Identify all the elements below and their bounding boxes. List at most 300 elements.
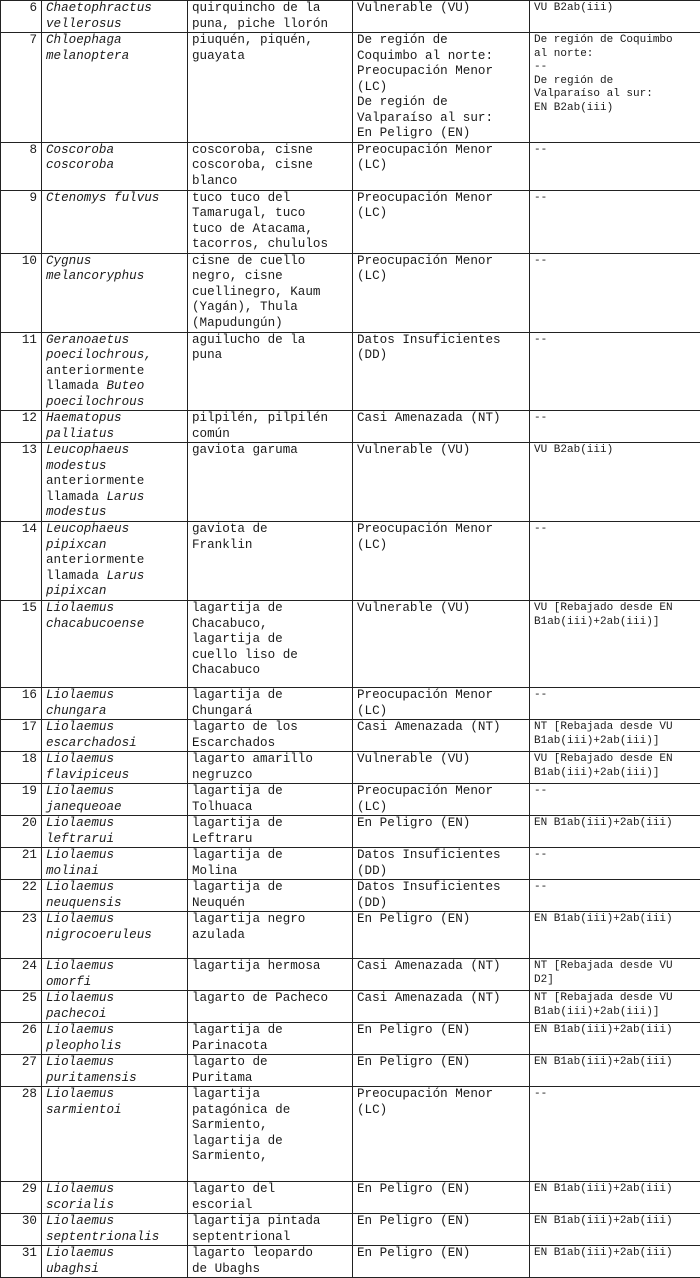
common-name-line: lagarto leopardo [192, 1246, 348, 1262]
scientific-name-cell [42, 1087, 188, 1182]
iucn-criteria-line: De región de Coquimbo [534, 34, 696, 48]
iucn-criteria-line: B1ab(iii)+2ab(iii)] [534, 735, 696, 749]
scientific-name-line: poecilochrous, [46, 348, 183, 364]
common-name-cell [188, 848, 353, 880]
conservation-status-line: Coquimbo al norte: [357, 49, 525, 65]
iucn-criteria-line: VU B2ab(iii) [534, 2, 696, 16]
genus-name: Larus [106, 490, 144, 504]
iucn-criteria-line: -- [534, 192, 696, 206]
conservation-status-line: (LC) [357, 269, 525, 285]
scientific-name-cell [42, 1, 188, 33]
scientific-name-line: anteriormente [46, 474, 183, 490]
scientific-name-cell [42, 1246, 188, 1278]
scientific-name-line: neuquensis [46, 896, 183, 912]
scientific-name-line: Liolaemus [46, 688, 183, 704]
common-name-line: septentrional [192, 1230, 348, 1246]
iucn-criteria-line: -- [534, 144, 696, 158]
conservation-status-cell [353, 1055, 530, 1087]
common-name-line: lagartija de [192, 848, 348, 864]
conservation-status-cell [353, 253, 530, 332]
table-row [1, 816, 700, 848]
table-row [1, 880, 700, 912]
row-number: 21 [1, 848, 42, 880]
scientific-name-cell [42, 1214, 188, 1246]
conservation-status-cell [353, 816, 530, 848]
iucn-criteria-cell [530, 601, 700, 688]
conservation-status-line: (LC) [357, 704, 525, 720]
scientific-name-line: Liolaemus [46, 784, 183, 800]
common-name-line: Parinacota [192, 1039, 348, 1055]
scientific-name-line: Geranoaetus [46, 333, 183, 349]
common-name-line: lagarto del [192, 1182, 348, 1198]
iucn-criteria-line: B1ab(iii)+2ab(iii)] [534, 1006, 696, 1020]
iucn-criteria-cell [530, 190, 700, 253]
iucn-criteria-cell [530, 142, 700, 190]
iucn-criteria-line: EN B2ab(iii) [534, 102, 696, 116]
table-row [1, 33, 700, 143]
table-row [1, 1182, 700, 1214]
common-name-line: lagartija de [192, 1023, 348, 1039]
scientific-name-line: palliatus [46, 427, 183, 443]
common-name-line: Chacabuco [192, 663, 348, 679]
conservation-status-cell [353, 522, 530, 601]
row-number: 14 [1, 522, 42, 601]
scientific-name-line: Liolaemus [46, 601, 183, 617]
table-row [1, 1023, 700, 1055]
common-name-line: tuco tuco del [192, 191, 348, 207]
common-name-cell [188, 1023, 353, 1055]
common-name-line: Chungará [192, 704, 348, 720]
scientific-name-line: chacabucoense [46, 617, 183, 633]
conservation-status-line: Preocupación Menor [357, 254, 525, 270]
iucn-criteria-line: -- [534, 689, 696, 703]
table-row [1, 1214, 700, 1246]
scientific-name-cell [42, 959, 188, 991]
conservation-status-cell [353, 991, 530, 1023]
conservation-status-line: Casi Amenazada (NT) [357, 720, 525, 736]
scientific-name-cell [42, 443, 188, 522]
iucn-criteria-cell [530, 1087, 700, 1182]
row-number: 7 [1, 33, 42, 143]
iucn-criteria-cell [530, 688, 700, 720]
common-name-cell [188, 991, 353, 1023]
table-row [1, 411, 700, 443]
common-name-cell [188, 411, 353, 443]
conservation-status-line: De región de [357, 95, 525, 111]
iucn-criteria-line: EN B1ab(iii)+2ab(iii) [534, 913, 696, 927]
row-number: 17 [1, 720, 42, 752]
scientific-name-line: vellerosus [46, 17, 183, 33]
iucn-criteria-cell [530, 411, 700, 443]
row-number: 28 [1, 1087, 42, 1182]
table-row [1, 720, 700, 752]
row-number: 29 [1, 1182, 42, 1214]
table-row [1, 253, 700, 332]
conservation-status-line: (LC) [357, 80, 525, 96]
scientific-name-line: escarchadosi [46, 736, 183, 752]
scientific-name-line: modestus [46, 505, 183, 521]
iucn-criteria-line: De región de [534, 75, 696, 89]
scientific-name-line: coscoroba [46, 158, 183, 174]
table-row [1, 190, 700, 253]
species-table-body [1, 1, 700, 1278]
conservation-status-line: Preocupación Menor [357, 522, 525, 538]
conservation-status-line: Preocupación Menor [357, 191, 525, 207]
scientific-name-cell [42, 720, 188, 752]
common-name-line: Leftraru [192, 832, 348, 848]
common-name-line: tuco de Atacama, [192, 222, 348, 238]
row-number: 27 [1, 1055, 42, 1087]
scientific-name-line: Leucophaeus [46, 443, 183, 459]
conservation-status-line: Vulnerable (VU) [357, 752, 525, 768]
row-number: 8 [1, 142, 42, 190]
conservation-status-cell [353, 912, 530, 959]
conservation-status-line: Valparaíso al sur: [357, 111, 525, 127]
common-name-cell [188, 912, 353, 959]
conservation-status-cell [353, 443, 530, 522]
scientific-name-line: Chloephaga [46, 33, 183, 49]
scientific-name-line: leftrarui [46, 832, 183, 848]
scientific-name-line: anteriormente [46, 553, 183, 569]
table-row [1, 752, 700, 784]
common-name-line: lagarto de [192, 1055, 348, 1071]
table-row [1, 601, 700, 688]
scientific-name-cell [42, 33, 188, 143]
iucn-criteria-line: NT [Rebajada desde VU [534, 992, 696, 1006]
conservation-status-line: Preocupación Menor [357, 64, 525, 80]
iucn-criteria-cell [530, 33, 700, 143]
conservation-status-cell [353, 959, 530, 991]
common-name-cell [188, 1214, 353, 1246]
common-name-line: Neuquén [192, 896, 348, 912]
conservation-status-line: (LC) [357, 158, 525, 174]
conservation-status-line: (LC) [357, 1103, 525, 1119]
common-name-cell [188, 1246, 353, 1278]
scientific-name-line: modestus [46, 459, 183, 475]
row-number: 31 [1, 1246, 42, 1278]
genus-name: Larus [106, 569, 144, 583]
iucn-criteria-line: VU B2ab(iii) [534, 444, 696, 458]
conservation-status-line: Datos Insuficientes [357, 848, 525, 864]
common-name-line: Tamarugal, tuco [192, 206, 348, 222]
common-name-cell [188, 443, 353, 522]
common-name-line: lagartija de [192, 1134, 348, 1150]
scientific-name-line: pipixcan [46, 538, 183, 554]
iucn-criteria-line: al norte: [534, 48, 696, 62]
conservation-status-cell [353, 1023, 530, 1055]
common-name-cell [188, 720, 353, 752]
table-row [1, 522, 700, 601]
common-name-line: lagartija hermosa [192, 959, 348, 975]
table-row [1, 959, 700, 991]
iucn-criteria-line: B1ab(iii)+2ab(iii)] [534, 767, 696, 781]
scientific-name-line: llamada Larus [46, 490, 183, 506]
row-number: 9 [1, 190, 42, 253]
scientific-name-line: molinai [46, 864, 183, 880]
common-name-cell [188, 1055, 353, 1087]
common-name-line: de Ubaghs [192, 1262, 348, 1278]
scientific-name-line: puritamensis [46, 1071, 183, 1087]
iucn-criteria-line: -- [534, 412, 696, 426]
iucn-criteria-line: Valparaíso al sur: [534, 88, 696, 102]
scientific-name-line: llamada Buteo [46, 379, 183, 395]
common-name-line: Escarchados [192, 736, 348, 752]
scientific-name-cell [42, 142, 188, 190]
scientific-name-line: nigrocoeruleus [46, 928, 183, 944]
iucn-criteria-cell [530, 720, 700, 752]
common-name-cell [188, 142, 353, 190]
scientific-name-line: pipixcan [46, 584, 183, 600]
row-number: 22 [1, 880, 42, 912]
conservation-status-line: Preocupación Menor [357, 1087, 525, 1103]
scientific-name-line: Liolaemus [46, 752, 183, 768]
conservation-status-line: (LC) [357, 538, 525, 554]
conservation-status-cell [353, 1, 530, 33]
common-name-line: lagartija de [192, 816, 348, 832]
row-number: 12 [1, 411, 42, 443]
iucn-criteria-cell [530, 752, 700, 784]
iucn-criteria-line: -- [534, 881, 696, 895]
scientific-name-line: sarmientoi [46, 1103, 183, 1119]
common-name-line: gaviota de [192, 522, 348, 538]
iucn-criteria-line: -- [534, 334, 696, 348]
conservation-status-line: (LC) [357, 206, 525, 222]
common-name-line: guayata [192, 49, 348, 65]
iucn-criteria-cell [530, 784, 700, 816]
iucn-criteria-line: EN B1ab(iii)+2ab(iii) [534, 1247, 696, 1261]
conservation-status-line: Preocupación Menor [357, 143, 525, 159]
conservation-status-line: En Peligro (EN) [357, 1023, 525, 1039]
scientific-name-line: Liolaemus [46, 848, 183, 864]
iucn-criteria-cell [530, 1182, 700, 1214]
iucn-criteria-line: EN B1ab(iii)+2ab(iii) [534, 817, 696, 831]
conservation-status-cell [353, 332, 530, 411]
table-row [1, 912, 700, 959]
table-row [1, 784, 700, 816]
iucn-criteria-line: -- [534, 785, 696, 799]
common-name-line: Chacabuco, [192, 617, 348, 633]
common-name-line: azulada [192, 928, 348, 944]
scientific-name-line: Liolaemus [46, 720, 183, 736]
scientific-name-line: chungara [46, 704, 183, 720]
scientific-name-line: scorialis [46, 1198, 183, 1214]
table-row [1, 1055, 700, 1087]
common-name-line: lagarto de Pacheco [192, 991, 348, 1007]
iucn-criteria-line: EN B1ab(iii)+2ab(iii) [534, 1024, 696, 1038]
row-number: 30 [1, 1214, 42, 1246]
scientific-name-cell [42, 688, 188, 720]
common-name-line: lagartija [192, 1087, 348, 1103]
scientific-name-cell [42, 912, 188, 959]
iucn-criteria-line: EN B1ab(iii)+2ab(iii) [534, 1183, 696, 1197]
common-name-line: (Yagán), Thula [192, 300, 348, 316]
table-row [1, 443, 700, 522]
conservation-status-line: Casi Amenazada (NT) [357, 991, 525, 1007]
row-number: 20 [1, 816, 42, 848]
scientific-name-line: Liolaemus [46, 1214, 183, 1230]
conservation-status-cell [353, 601, 530, 688]
scientific-name-line: septentrionalis [46, 1230, 183, 1246]
conservation-status-cell [353, 688, 530, 720]
common-name-line: cuello liso de [192, 648, 348, 664]
iucn-criteria-line: VU [Rebajado desde EN [534, 602, 696, 616]
conservation-status-line: Preocupación Menor [357, 688, 525, 704]
row-number: 26 [1, 1023, 42, 1055]
common-name-cell [188, 1182, 353, 1214]
scientific-name-line: ubaghsi [46, 1262, 183, 1278]
conservation-status-line: (DD) [357, 348, 525, 364]
conservation-status-cell [353, 720, 530, 752]
table-row [1, 332, 700, 411]
common-name-cell [188, 816, 353, 848]
conservation-status-cell [353, 1214, 530, 1246]
common-name-line: tacorros, chululos [192, 237, 348, 253]
conservation-status-cell [353, 411, 530, 443]
common-name-line: Sarmiento, [192, 1118, 348, 1134]
iucn-criteria-cell [530, 332, 700, 411]
table-row [1, 991, 700, 1023]
common-name-cell [188, 688, 353, 720]
scientific-name-line: Liolaemus [46, 880, 183, 896]
iucn-criteria-line: B1ab(iii)+2ab(iii)] [534, 616, 696, 630]
scientific-name-cell [42, 253, 188, 332]
iucn-criteria-line: EN B1ab(iii)+2ab(iii) [534, 1215, 696, 1229]
common-name-cell [188, 959, 353, 991]
scientific-name-cell [42, 880, 188, 912]
conservation-status-cell [353, 784, 530, 816]
row-number: 10 [1, 253, 42, 332]
scientific-name-cell [42, 411, 188, 443]
iucn-criteria-line: -- [534, 61, 696, 75]
common-name-line: común [192, 427, 348, 443]
scientific-name-line: flavipiceus [46, 768, 183, 784]
genus-name: Buteo [106, 379, 144, 393]
common-name-line: escorial [192, 1198, 348, 1214]
iucn-criteria-cell [530, 912, 700, 959]
row-number: 25 [1, 991, 42, 1023]
scientific-name-line: Liolaemus [46, 991, 183, 1007]
row-number: 6 [1, 1, 42, 33]
conservation-status-cell [353, 752, 530, 784]
common-name-cell [188, 522, 353, 601]
iucn-criteria-cell [530, 1214, 700, 1246]
scientific-name-line: Liolaemus [46, 816, 183, 832]
conservation-status-line: (LC) [357, 800, 525, 816]
scientific-name-line: omorfi [46, 975, 183, 991]
common-name-line: lagarto amarillo [192, 752, 348, 768]
conservation-status-line: En Peligro (EN) [357, 816, 525, 832]
scientific-name-cell [42, 752, 188, 784]
scientific-name-line: janequeoae [46, 800, 183, 816]
common-name-line: negruzco [192, 768, 348, 784]
conservation-status-line: Datos Insuficientes [357, 880, 525, 896]
conservation-status-cell [353, 33, 530, 143]
common-name-line: pilpilén, pilpilén [192, 411, 348, 427]
conservation-status-line: Vulnerable (VU) [357, 601, 525, 617]
common-name-line: cuellinegro, Kaum [192, 285, 348, 301]
common-name-line: lagartija de [192, 601, 348, 617]
conservation-status-line: En Peligro (EN) [357, 1182, 525, 1198]
conservation-status-cell [353, 1182, 530, 1214]
iucn-criteria-cell [530, 522, 700, 601]
scientific-name-cell [42, 190, 188, 253]
common-name-cell [188, 1087, 353, 1182]
table-row [1, 1087, 700, 1182]
row-number: 18 [1, 752, 42, 784]
common-name-line: lagarto de los [192, 720, 348, 736]
conservation-status-line: En Peligro (EN) [357, 1214, 525, 1230]
conservation-status-cell [353, 190, 530, 253]
common-name-line: lagartija de [192, 688, 348, 704]
common-name-line: Tolhuaca [192, 800, 348, 816]
table-row [1, 142, 700, 190]
scientific-name-cell [42, 991, 188, 1023]
common-name-line: cisne de cuello [192, 254, 348, 270]
common-name-line: lagartija de [192, 784, 348, 800]
common-name-line: patagónica de [192, 1103, 348, 1119]
common-name-line: quirquincho de la [192, 1, 348, 17]
scientific-name-line: Liolaemus [46, 1087, 183, 1103]
scientific-name-cell [42, 1023, 188, 1055]
common-name-line: Sarmiento, [192, 1149, 348, 1165]
row-number: 16 [1, 688, 42, 720]
scientific-name-line: Leucophaeus [46, 522, 183, 538]
iucn-criteria-line: -- [534, 255, 696, 269]
scientific-name-line: anteriormente [46, 364, 183, 380]
common-name-line: lagartija de [192, 880, 348, 896]
scientific-name-line: melancoryphus [46, 269, 183, 285]
common-name-cell [188, 880, 353, 912]
iucn-criteria-cell [530, 443, 700, 522]
iucn-criteria-line: -- [534, 849, 696, 863]
scientific-name-line: Liolaemus [46, 959, 183, 975]
conservation-status-line: En Peligro (EN) [357, 1246, 525, 1262]
scientific-name-line: Liolaemus [46, 1023, 183, 1039]
iucn-criteria-cell [530, 1, 700, 33]
scientific-name-line: melanoptera [46, 49, 183, 65]
common-name-line: lagartija pintada [192, 1214, 348, 1230]
conservation-status-cell [353, 848, 530, 880]
common-name-cell [188, 1, 353, 33]
scientific-name-line: Cygnus [46, 254, 183, 270]
conservation-status-line: Casi Amenazada (NT) [357, 411, 525, 427]
row-number: 19 [1, 784, 42, 816]
row-number: 15 [1, 601, 42, 688]
scientific-name-line: Liolaemus [46, 1182, 183, 1198]
common-name-line: aguilucho de la [192, 333, 348, 349]
scientific-name-line: poecilochrous [46, 395, 183, 411]
conservation-status-line: Preocupación Menor [357, 784, 525, 800]
conservation-status-line: Datos Insuficientes [357, 333, 525, 349]
conservation-status-line: En Peligro (EN) [357, 1055, 525, 1071]
row-number: 13 [1, 443, 42, 522]
conservation-status-line: (DD) [357, 896, 525, 912]
common-name-line: (Mapudungún) [192, 316, 348, 332]
scientific-name-cell [42, 1182, 188, 1214]
iucn-criteria-line: NT [Rebajada desde VU [534, 721, 696, 735]
iucn-criteria-line: EN B1ab(iii)+2ab(iii) [534, 1056, 696, 1070]
common-name-line: coscoroba, cisne [192, 143, 348, 159]
scientific-name-cell [42, 601, 188, 688]
iucn-criteria-cell [530, 848, 700, 880]
conservation-status-line: Vulnerable (VU) [357, 443, 525, 459]
common-name-line: Franklin [192, 538, 348, 554]
conservation-status-line: Casi Amenazada (NT) [357, 959, 525, 975]
conservation-status-cell [353, 1087, 530, 1182]
iucn-criteria-cell [530, 959, 700, 991]
row-number: 11 [1, 332, 42, 411]
common-name-cell [188, 752, 353, 784]
